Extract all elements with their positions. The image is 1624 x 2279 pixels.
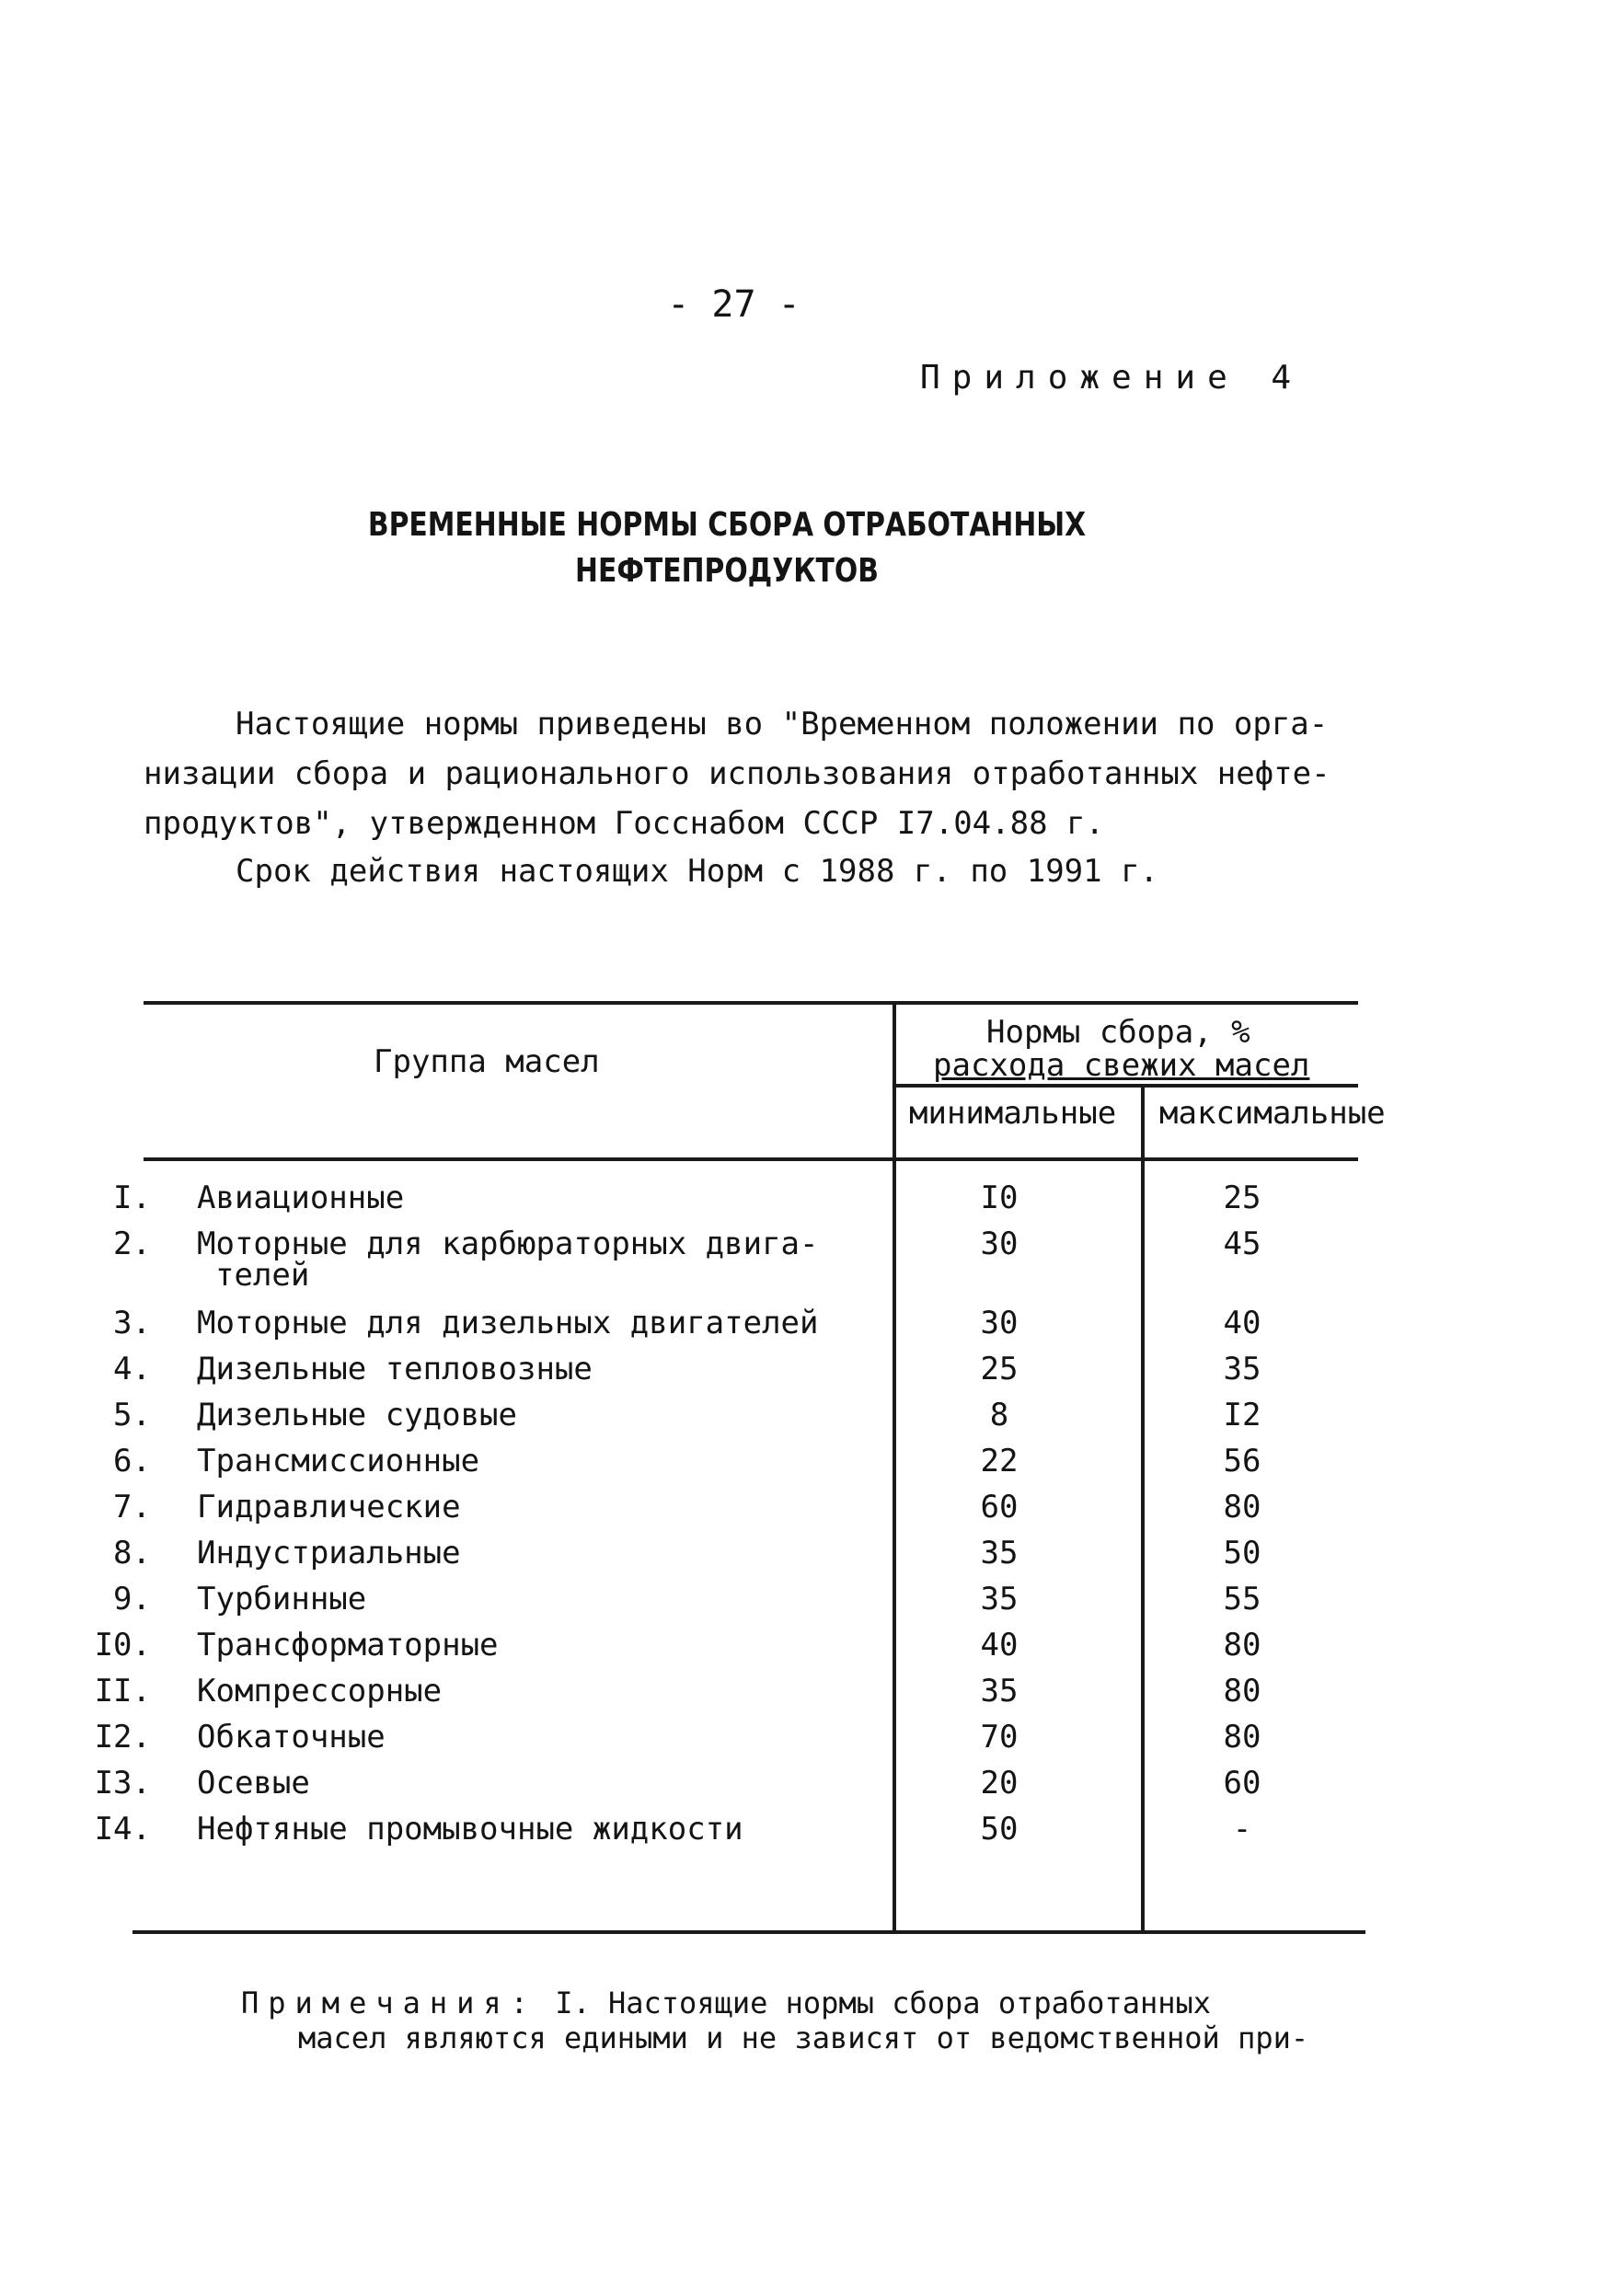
oil-group-name: Трансмиссионные bbox=[197, 1443, 480, 1479]
row-number: 8. bbox=[113, 1535, 151, 1571]
minimum-value: 70 bbox=[980, 1719, 1019, 1755]
oil-group-name: Авиационные bbox=[197, 1180, 405, 1216]
maximum-value: 25 bbox=[1223, 1180, 1261, 1216]
maximum-value: 45 bbox=[1223, 1226, 1261, 1262]
oil-group-name: Турбинные bbox=[197, 1581, 367, 1617]
header-norms: Нормы сбора, % bbox=[986, 1014, 1250, 1051]
maximum-value: 50 bbox=[1223, 1535, 1261, 1571]
maximum-value: I2 bbox=[1223, 1397, 1261, 1433]
header-maximum: максимальные bbox=[1159, 1095, 1386, 1132]
minimum-value: 50 bbox=[980, 1811, 1019, 1847]
row-number: II. bbox=[94, 1673, 151, 1709]
intro-line-4: Срок действия настоящих Норм с 1988 г. по 1991 г. bbox=[236, 853, 1159, 890]
minimum-value: 20 bbox=[980, 1765, 1019, 1801]
minimum-value: 35 bbox=[980, 1535, 1019, 1571]
notes-text-1: I. Настоящие нормы сбора отработанных bbox=[536, 1985, 1212, 2020]
oil-group-name: Компрессорные bbox=[197, 1673, 443, 1709]
norms-subheader-rule bbox=[894, 1084, 1358, 1088]
oil-group-name-continued: телей bbox=[215, 1257, 310, 1294]
table-top-rule bbox=[144, 1001, 1358, 1005]
row-number: I0. bbox=[94, 1627, 151, 1663]
minimum-value: 60 bbox=[980, 1489, 1019, 1525]
oil-group-name: Моторные для карбюраторных двига- bbox=[197, 1226, 819, 1262]
intro-line-2: низации сбора и рационального использования отработанных нефте- bbox=[144, 755, 1330, 792]
document-title-line-2: НЕФТЕПРОДУКТОВ bbox=[575, 552, 879, 590]
intro-line-1: Настоящие нормы приведены во "Временном положении по орга- bbox=[236, 706, 1329, 742]
oil-group-name: Осевые bbox=[197, 1765, 310, 1801]
header-norms-basis: расхода свежих масел bbox=[933, 1047, 1310, 1084]
row-number: 9. bbox=[113, 1581, 151, 1617]
notes bbox=[241, 1985, 1308, 2055]
row-number: 6. bbox=[113, 1443, 151, 1479]
row-number: 4. bbox=[113, 1351, 151, 1387]
minimum-value: 22 bbox=[980, 1443, 1019, 1479]
minimum-value: 35 bbox=[980, 1673, 1019, 1709]
maximum-value: 55 bbox=[1223, 1581, 1261, 1617]
minimum-value: 25 bbox=[980, 1351, 1019, 1387]
oil-group-name: Дизельные судовые bbox=[197, 1397, 517, 1433]
header-oil-group: Группа масел bbox=[374, 1043, 600, 1080]
notes-line-1 bbox=[241, 1985, 1308, 2020]
row-number: 7. bbox=[113, 1489, 151, 1525]
maximum-value: 80 bbox=[1223, 1673, 1261, 1709]
row-number: I3. bbox=[94, 1765, 151, 1801]
header-minimum: минимальные bbox=[909, 1095, 1117, 1132]
oil-group-name: Трансформаторные bbox=[197, 1627, 499, 1663]
intro-line-3: продуктов", утвержденном Госснабом СССР I7.04.88 г. bbox=[144, 805, 1104, 842]
page-number: - 27 - bbox=[667, 283, 800, 326]
row-number: I4. bbox=[94, 1811, 151, 1847]
oil-group-name: Дизельные тепловозные bbox=[197, 1351, 593, 1387]
minimum-value: 35 bbox=[980, 1581, 1019, 1617]
oil-group-name: Гидравлические bbox=[197, 1489, 461, 1525]
maximum-value: 56 bbox=[1223, 1443, 1261, 1479]
row-number: 3. bbox=[113, 1305, 151, 1341]
minimum-value: 30 bbox=[980, 1226, 1019, 1262]
min-max-column-divider bbox=[1141, 1086, 1145, 1932]
minimum-value: I0 bbox=[980, 1180, 1019, 1216]
oil-group-name: Нефтяные промывочные жидкости bbox=[197, 1811, 743, 1847]
maximum-value: - bbox=[1232, 1811, 1252, 1847]
maximum-value: 35 bbox=[1223, 1351, 1261, 1387]
maximum-value: 80 bbox=[1223, 1627, 1261, 1663]
oil-group-name: Индустриальные bbox=[197, 1535, 461, 1571]
row-number: 5. bbox=[113, 1397, 151, 1433]
maximum-value: 60 bbox=[1223, 1765, 1261, 1801]
oil-group-name: Обкаточные bbox=[197, 1719, 386, 1755]
oil-group-name: Моторные для дизельных двигателей bbox=[197, 1305, 819, 1341]
notes-line-2: масел являются едиными и не зависят от ведомственной при- bbox=[298, 2020, 1309, 2055]
maximum-value: 80 bbox=[1223, 1719, 1261, 1755]
maximum-value: 80 bbox=[1223, 1489, 1261, 1525]
notes-label: Примечания: bbox=[241, 1985, 537, 2020]
minimum-value: 8 bbox=[989, 1397, 1009, 1433]
row-number: I. bbox=[113, 1180, 151, 1216]
maximum-value: 40 bbox=[1223, 1305, 1261, 1341]
table-bottom-rule bbox=[132, 1930, 1365, 1934]
header-bottom-rule bbox=[144, 1157, 1358, 1161]
document-title-line-1: ВРЕМЕННЫЕ НОРМЫ СБОРА ОТРАБОТАННЫХ bbox=[367, 506, 1087, 544]
row-number: I2. bbox=[94, 1719, 151, 1755]
group-column-divider bbox=[893, 1003, 896, 1932]
minimum-value: 30 bbox=[980, 1305, 1019, 1341]
minimum-value: 40 bbox=[980, 1627, 1019, 1663]
appendix-label: Приложение 4 bbox=[920, 359, 1304, 397]
row-number: 2. bbox=[113, 1226, 151, 1262]
